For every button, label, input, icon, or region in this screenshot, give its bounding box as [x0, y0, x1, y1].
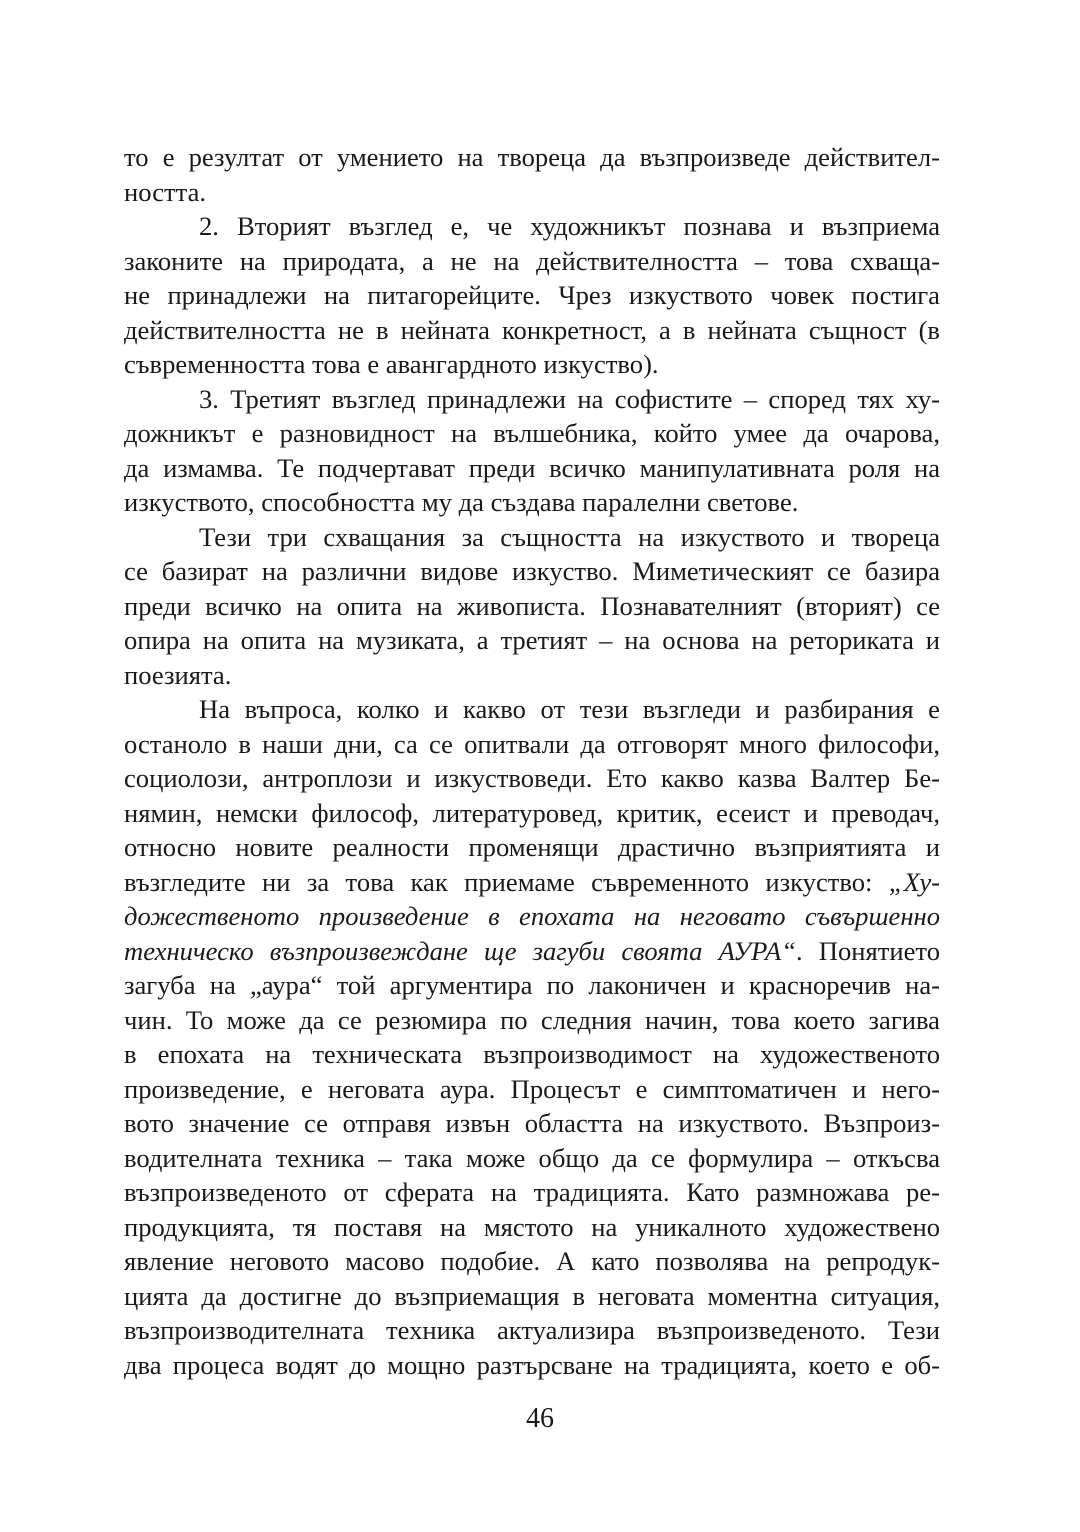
- text-line: чин. То може да се резюмира по следния начин, това което загива: [124, 1004, 940, 1035]
- text-line: възпроизводителната техника актуализира възпроизведеното. Тези: [124, 1315, 940, 1345]
- quote-line: [124, 899, 940, 934]
- text-line: изкуството, способността му да създава паралелни светове.: [124, 487, 799, 517]
- text-line: вото значение се отправя извън областта на изкуството. Възпроиз-: [124, 1108, 940, 1138]
- text-line: останоло в наши дни, са се опитвали да отговорят много философи,: [124, 728, 940, 759]
- text-segment: възгледите ни за това как приемаме съвременното изкуство:: [124, 866, 889, 897]
- text-line: опира на опита на музиката, а третият – на основа на реториката и: [124, 625, 940, 655]
- text-line: Тези три схващания за същността на изкуството и твореца: [199, 521, 940, 552]
- text-line: възпроизведеното от сферата на традицията. Като размножава ре-: [124, 1177, 940, 1207]
- text-line: законите на природата, а не на действителността – това схваща-: [124, 245, 940, 276]
- text-line: съвременността това е авангардното изкуство).: [124, 349, 659, 379]
- body-text: [124, 140, 940, 1382]
- quote-text: „Ху-: [888, 866, 940, 897]
- text-line: да измамва. Те подчертават преди всичко манипулативната роля на: [124, 452, 940, 483]
- text-line: социолози, антроплози и изкуствоведи. Ето какво казва Валтер Бе-: [124, 763, 940, 793]
- text-line: нямин, немски философ, литературовед, критик, есеист и преводач,: [124, 797, 940, 828]
- text-line: то е резултат от умението на твореца да възпроизведе действител-: [124, 142, 940, 172]
- text-line: 2. Вторият възглед е, че художникът познава и възприема: [199, 211, 940, 241]
- text-line: загуба на „аура“ той аргументира по лаконичен и красноречив на-: [124, 970, 940, 1000]
- page-number: 46: [526, 1403, 554, 1434]
- text-line: 3. Третият възглед принадлежи на софистите – според тях ху-: [199, 383, 940, 414]
- text-line: два процеса водят до мощно разтърсване на традицията, което е об-: [124, 1349, 940, 1380]
- text-line: продукцията, тя поставя на мястото на уникалното художествено: [124, 1211, 940, 1242]
- text-line: преди всичко на опита на живописта. Познавателният (вторият) се: [124, 590, 940, 621]
- text-line: водителната техника – така може общо да се формулира – откъсва: [124, 1142, 940, 1173]
- text-line: цията да достигне до възприемащия в неговата моментна ситуация,: [124, 1280, 940, 1311]
- quote-text: техническо възпроизвеждане ще загуби своята АУРА“: [124, 935, 797, 966]
- quote-text: дожественото произведение в епохата на неговато съвършенно: [124, 901, 940, 931]
- text-line: поезията.: [124, 659, 232, 690]
- text-line: действителността не в нейната конкретност, а в нейната същност (в: [124, 314, 940, 345]
- text-line: относно новите реалности променящи драстично възприятията и: [124, 832, 940, 862]
- text-line: се базират на различни видове изкуство. Миметическият се базира: [124, 556, 940, 586]
- quote-line: [124, 934, 940, 969]
- text-line: произведение, е неговата аура. Процесът е симптоматичен и него-: [124, 1073, 940, 1104]
- text-line: [124, 865, 940, 900]
- text-line: На въпроса, колко и какво от тези възгледи и разбирания е: [199, 694, 940, 724]
- text-line: ността.: [124, 176, 207, 207]
- text-line: явление неговото масово подобие. А като позволява на репродук-: [124, 1246, 940, 1276]
- text-line: в епохата на техническата възпроизводимост на художественото: [124, 1039, 940, 1069]
- text-line: дожникът е разновидност на вълшебника, който умее да очарова,: [124, 418, 940, 448]
- text-line: не принадлежи на питагорейците. Чрез изкуството човек постига: [124, 280, 940, 310]
- text-segment: . Понятието: [796, 935, 940, 966]
